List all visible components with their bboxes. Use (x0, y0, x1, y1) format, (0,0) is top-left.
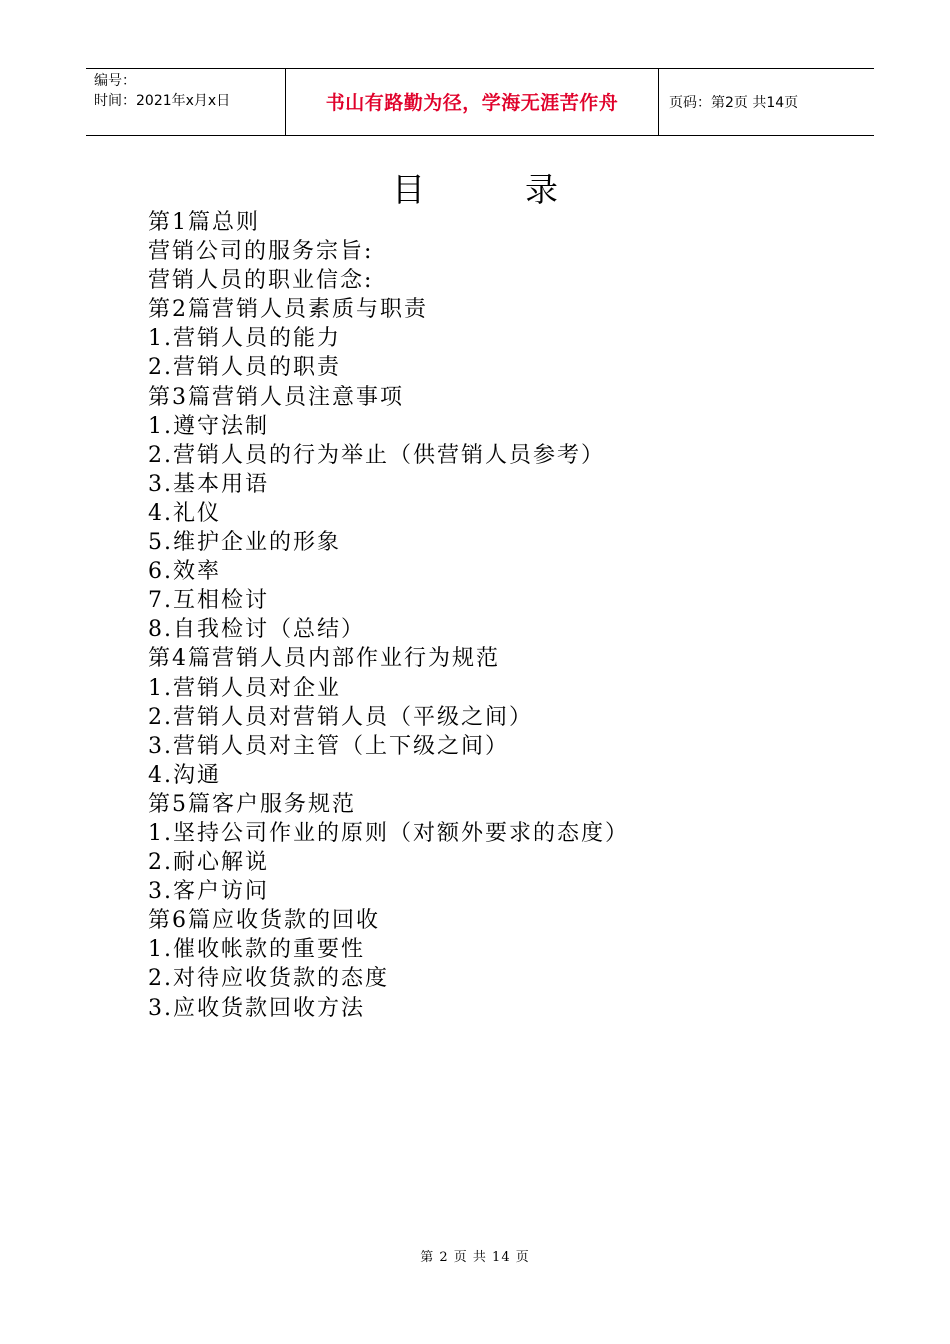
toc-entry: 3.客户访问 (148, 879, 269, 905)
toc-entry: 2.营销人员的行为举止（供营销人员参考） (148, 442, 605, 468)
toc-entry: 2.营销人员对营销人员（平级之间） (148, 704, 533, 730)
toc-entry: 5.维护企业的形象 (148, 530, 341, 556)
title-char-2: 录 (525, 170, 558, 209)
toc-entry: 1.营销人员对企业 (148, 675, 341, 701)
page-title (0, 168, 950, 212)
toc-entry: 6.效率 (148, 559, 221, 585)
toc-entry: 4.礼仪 (148, 500, 221, 526)
toc-entry: 第5篇客户服务规范 (148, 791, 356, 817)
toc-entry: 第6篇应收货款的回收 (148, 908, 380, 934)
table-of-contents (148, 208, 629, 1023)
title-char-1: 目 (392, 170, 425, 209)
toc-entry: 第2篇营销人员素质与职责 (148, 297, 428, 323)
toc-entry: 4.沟通 (148, 762, 221, 788)
toc-entry: 1.遵守法制 (148, 413, 269, 439)
page-header (86, 68, 874, 136)
toc-entry: 2.营销人员的职责 (148, 355, 341, 381)
toc-entry: 第1篇总则 (148, 210, 260, 235)
toc-entry: 2.耐心解说 (148, 850, 269, 876)
toc-entry: 1.营销人员的能力 (148, 326, 341, 352)
toc-entry: 营销公司的服务宗旨: (148, 239, 374, 265)
toc-entry: 营销人员的职业信念: (148, 268, 374, 294)
toc-entry: 3.基本用语 (148, 471, 269, 497)
toc-entry: 第4篇营销人员内部作业行为规范 (148, 646, 500, 672)
document-number-label: 编号： (94, 73, 136, 89)
header-left-cell (86, 69, 286, 135)
toc-entry: 2.对待应收货款的态度 (148, 966, 389, 992)
header-center-cell (286, 69, 659, 135)
header-right-cell (659, 69, 874, 135)
toc-entry: 3.营销人员对主管（上下级之间） (148, 733, 509, 759)
toc-entry: 7.互相检讨 (148, 588, 269, 614)
toc-entry: 3.应收货款回收方法 (148, 995, 365, 1021)
header-motto: 书山有路勤为径，学海无涯苦作舟 (325, 92, 619, 114)
toc-entry: 1.坚持公司作业的原则（对额外要求的态度） (148, 820, 629, 846)
toc-entry: 1.催收帐款的重要性 (148, 937, 365, 963)
toc-entry: 第3篇营销人员注意事项 (148, 384, 404, 410)
header-page-info: 页码：第2页 共14页 (669, 95, 799, 111)
page-footer: 第 2 页 共 14 页 (420, 1250, 530, 1265)
document-time-label: 时间：2021年x月x日 (94, 93, 231, 109)
toc-entry: 8.自我检讨（总结） (148, 617, 365, 643)
